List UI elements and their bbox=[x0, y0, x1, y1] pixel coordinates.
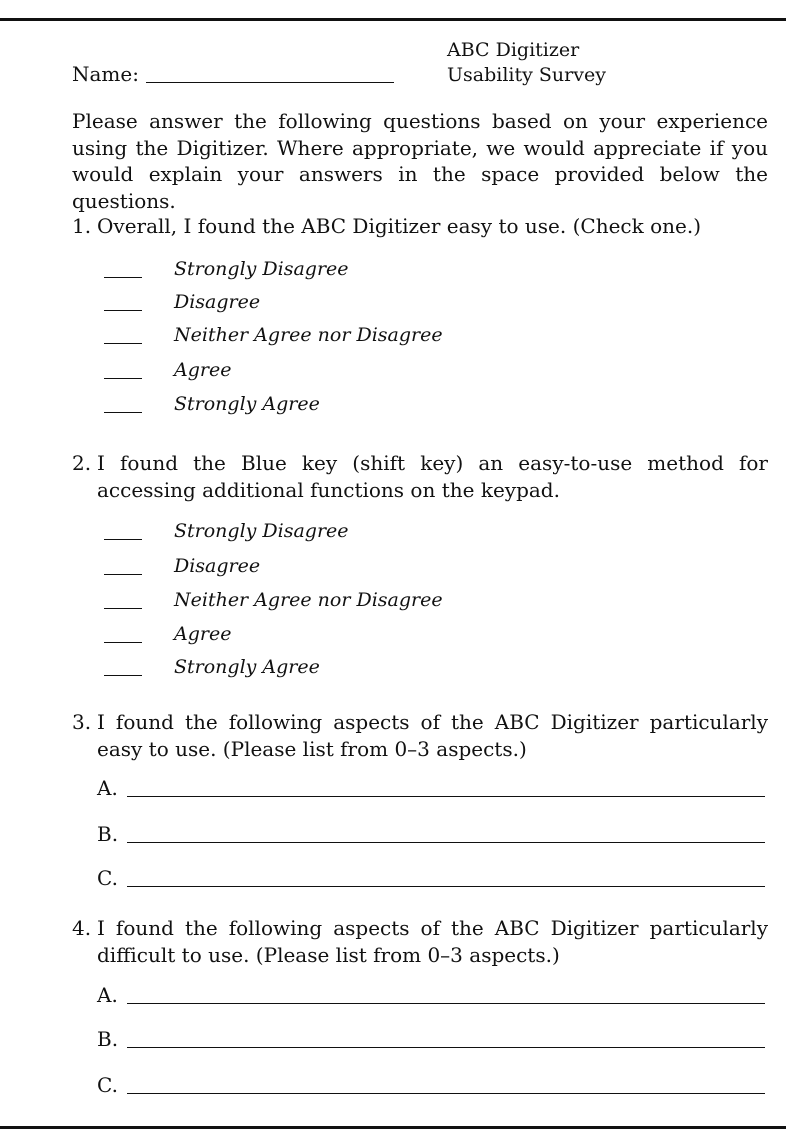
q4-answer-c[interactable] bbox=[97, 1073, 767, 1103]
q1-option-neither[interactable] bbox=[104, 324, 504, 354]
q2-option-strongly-agree[interactable] bbox=[104, 656, 504, 686]
answer-letter: B. bbox=[97, 1027, 119, 1051]
answer-letter: B. bbox=[97, 822, 119, 846]
option-label: Disagree bbox=[174, 555, 261, 577]
answer-line[interactable] bbox=[127, 1003, 765, 1004]
checkbox-blank[interactable] bbox=[104, 343, 142, 344]
checkbox-blank[interactable] bbox=[104, 378, 142, 379]
option-label: Neither Agree nor Disagree bbox=[174, 589, 443, 611]
q4-answer-a[interactable] bbox=[97, 983, 767, 1013]
answer-letter: A. bbox=[97, 983, 118, 1007]
bottom-rule bbox=[0, 1126, 786, 1129]
answer-line[interactable] bbox=[127, 796, 765, 797]
q3-answer-a[interactable] bbox=[97, 776, 767, 806]
option-label: Disagree bbox=[174, 291, 261, 313]
answer-line[interactable] bbox=[127, 1093, 765, 1094]
checkbox-blank[interactable] bbox=[104, 642, 142, 643]
question-4-number: 4. bbox=[72, 916, 92, 940]
checkbox-blank[interactable] bbox=[104, 574, 142, 575]
q2-option-disagree[interactable] bbox=[104, 555, 504, 585]
survey-title bbox=[447, 38, 606, 88]
question-3-number: 3. bbox=[72, 710, 92, 734]
option-label: Neither Agree nor Disagree bbox=[174, 324, 443, 346]
intro-paragraph: Please answer the following questions based on your experience using the Digitizer. Where appropriate, we would appreciate if you would explain your answers in the space provided below the questions. bbox=[72, 109, 768, 213]
q2-option-neither[interactable] bbox=[104, 589, 504, 619]
answer-letter: C. bbox=[97, 866, 118, 890]
q3-answer-c[interactable] bbox=[97, 866, 767, 896]
question-2-number: 2. bbox=[72, 451, 92, 475]
checkbox-blank[interactable] bbox=[104, 277, 142, 278]
question-1 bbox=[72, 213, 768, 240]
question-4 bbox=[72, 915, 768, 968]
q1-option-strongly-disagree[interactable] bbox=[104, 258, 504, 288]
q2-option-agree[interactable] bbox=[104, 623, 504, 653]
option-label: Strongly Disagree bbox=[174, 520, 349, 542]
name-label: Name: bbox=[72, 62, 139, 86]
option-label: Strongly Disagree bbox=[174, 258, 349, 280]
q2-option-strongly-disagree[interactable] bbox=[104, 520, 504, 550]
answer-letter: A. bbox=[97, 776, 118, 800]
question-1-text: Overall, I found the ABC Digitizer easy to use. (Check one.) bbox=[97, 214, 702, 238]
answer-letter: C. bbox=[97, 1073, 118, 1097]
question-1-number: 1. bbox=[72, 214, 92, 238]
checkbox-blank[interactable] bbox=[104, 675, 142, 676]
q1-option-disagree[interactable] bbox=[104, 291, 504, 321]
q3-answer-b[interactable] bbox=[97, 822, 767, 852]
checkbox-blank[interactable] bbox=[104, 412, 142, 413]
question-4-text: I found the following aspects of the ABC Digitizer particularly difficult to use. (Please list from 0–3 aspects.) bbox=[97, 916, 768, 967]
checkbox-blank[interactable] bbox=[104, 608, 142, 609]
option-label: Agree bbox=[174, 359, 232, 381]
q1-option-agree[interactable] bbox=[104, 359, 504, 389]
survey-title-subtitle: Usability Survey bbox=[447, 64, 606, 86]
answer-line[interactable] bbox=[127, 842, 765, 843]
option-label: Agree bbox=[174, 623, 232, 645]
q4-answer-b[interactable] bbox=[97, 1027, 767, 1057]
question-2-text: I found the Blue key (shift key) an easy-to-use method for accessing additional functions on the keypad. bbox=[97, 451, 768, 502]
checkbox-blank[interactable] bbox=[104, 539, 142, 540]
survey-title-product: ABC Digitizer bbox=[447, 39, 580, 61]
answer-line[interactable] bbox=[127, 886, 765, 887]
checkbox-blank[interactable] bbox=[104, 310, 142, 311]
name-field-line[interactable] bbox=[146, 82, 394, 83]
option-label: Strongly Agree bbox=[174, 393, 320, 415]
question-3 bbox=[72, 709, 768, 762]
question-3-text: I found the following aspects of the ABC Digitizer particularly easy to use. (Please list from 0–3 aspects.) bbox=[97, 710, 768, 761]
answer-line[interactable] bbox=[127, 1047, 765, 1048]
option-label: Strongly Agree bbox=[174, 656, 320, 678]
top-rule bbox=[0, 18, 786, 21]
q1-option-strongly-agree[interactable] bbox=[104, 393, 504, 423]
question-2 bbox=[72, 450, 768, 503]
